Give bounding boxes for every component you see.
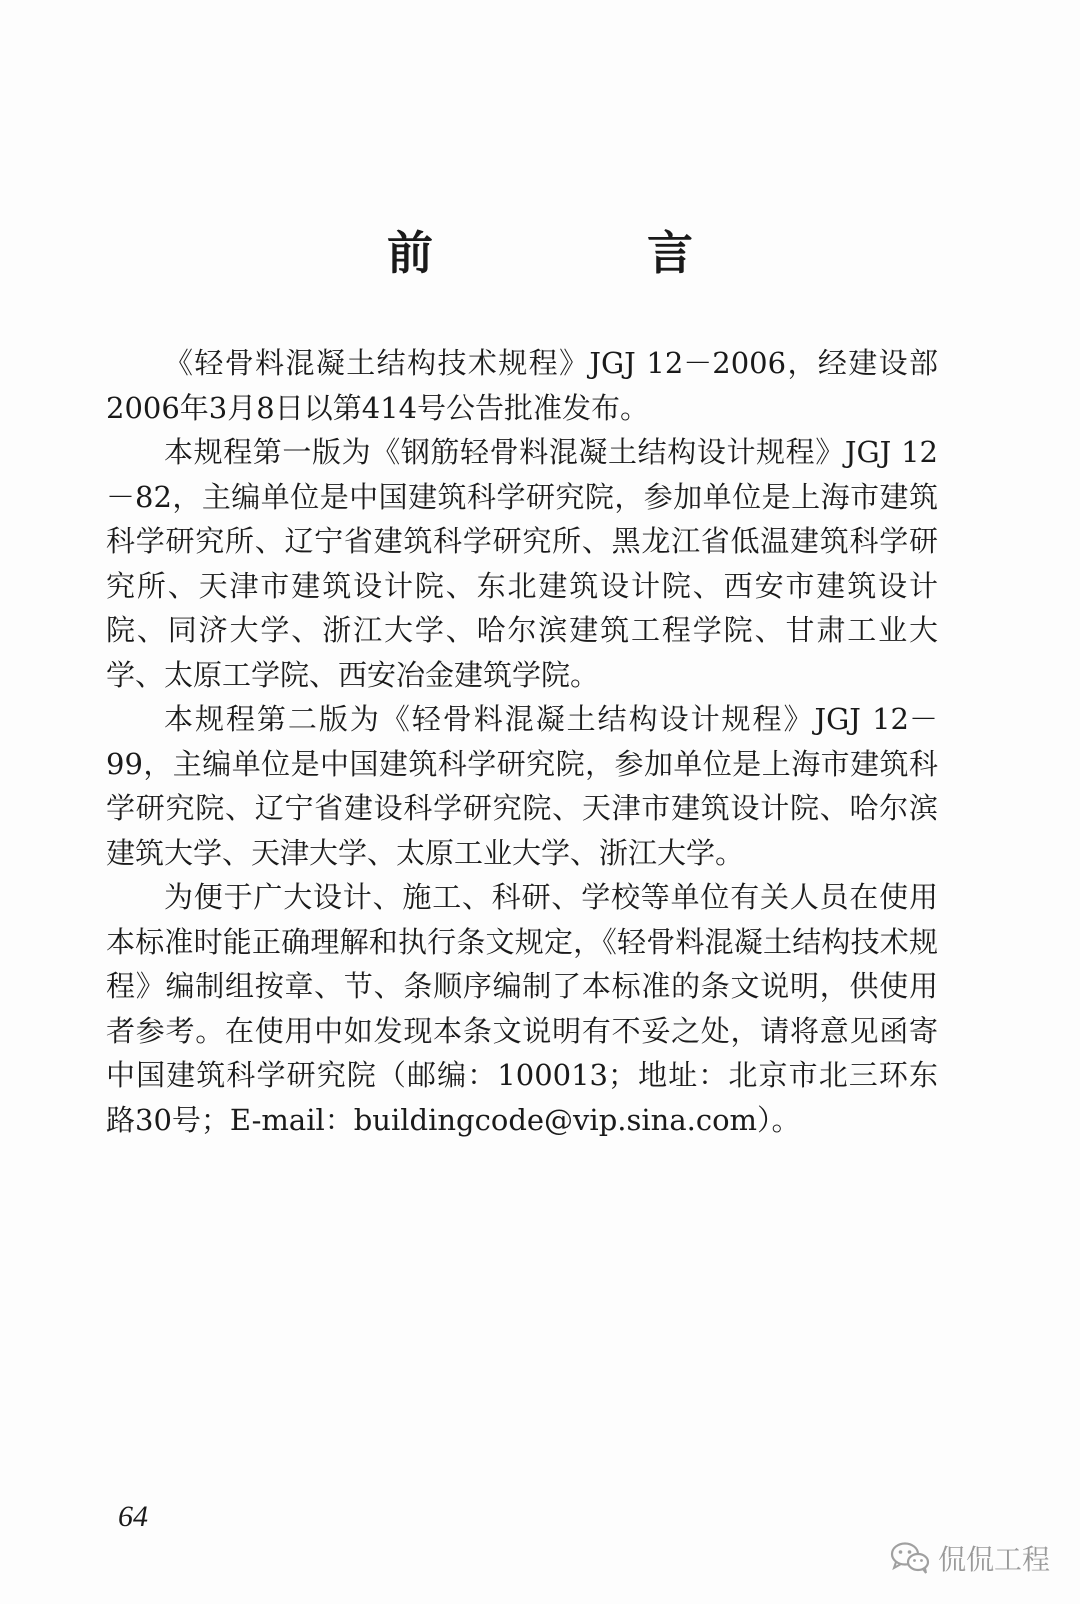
watermark-text: 侃侃工程 <box>937 1543 1050 1576</box>
page-title: 前 言 <box>387 226 777 280</box>
paragraph-2: 本规程第一版为《钢筋轻骨料混凝土结构设计规程》JGJ 12－82，主编单位是中国建筑科学研究院，参加单位是上海市建筑科学研究所、辽宁省建筑科学研究所、黑龙江省低温建筑科学研究所、天津市建筑设计院、东北建筑设计院、西安市建筑设计院、同济大学、浙江大学、哈尔滨建筑工程学院、甘肃工业大学、太原工学院、西安冶金建筑学院。 <box>106 435 938 692</box>
watermark <box>890 1538 1050 1578</box>
page-number: 64 <box>118 1500 148 1533</box>
paragraph-1: 《轻骨料混凝土结构技术规程》JGJ 12－2006，经建设部2006年3月8日以第414号公告批准发布。 <box>106 346 938 425</box>
paragraph-4: 为便于广大设计、施工、科研、学校等单位有关人员在使用本标准时能正确理解和执行条文规定，《轻骨料混凝土结构技术规程》编制组按章、节、条顺序编制了本标准的条文说明，供使用者参考。在使用中如发现本条文说明有不妥之处，请将意见函寄中国建筑科学研究院（邮编：100013；地址：北京市北三环东路30号；E-mail：buildingcode@vip.sina.com）。 <box>106 880 938 1137</box>
paragraph-3: 本规程第二版为《轻骨料混凝土结构设计规程》JGJ 12－99，主编单位是中国建筑科学研究院，参加单位是上海市建筑科学研究院、辽宁省建设科学研究院、天津市建筑设计院、哈尔滨建筑大学、天津大学、太原工业大学、浙江大学。 <box>106 702 938 870</box>
wechat-icon <box>890 1541 930 1575</box>
body-text <box>106 341 938 1142</box>
